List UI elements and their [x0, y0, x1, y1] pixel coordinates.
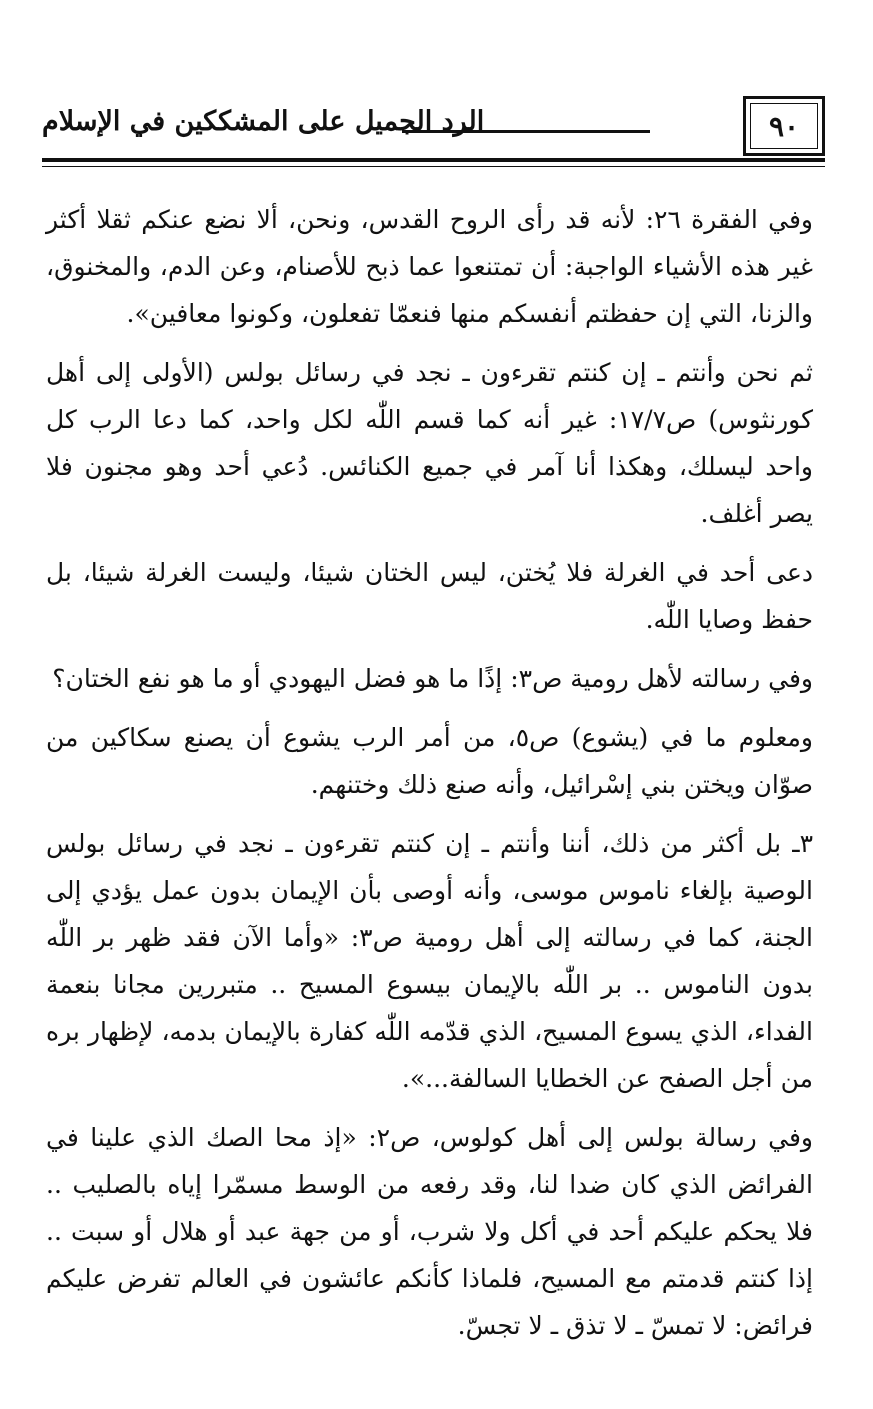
- header-rule-thin: [42, 166, 825, 167]
- header-rule-thick: [42, 158, 825, 162]
- paragraph: ثم نحن وأنتم ـ إن كنتم تقرءون ـ نجد في رسائل بولس (الأولى إلى أهل كورنثوس) ص١٧/٧: غير أنه كما قسم اللّٰه لكل واحد، كما دعا الرب كل واحد ليسلك، وهكذا أنا آمر في جميع الكنائس. دُعي أحد وهو مجنون فلا يصر أغلف.: [46, 358, 813, 528]
- page-number: ٩٠: [768, 109, 800, 143]
- paragraph: وفي رسالة بولس إلى أهل كولوس، ص٢: «إذ محا الصك الذي علينا في الفرائض الذي كان ضدا لنا، وقد رفعه من الوسط مسمّرا إياه بالصليب .. فلا يحكم عليكم أحد في أكل ولا شرب، أو من جهة عبد أو هلال أو سبت .. إذا كنتم قدمتم مع المسيح، فلماذا كأنكم عائشون في العالم تفرض عليكم فرائض: لا تمسّ ـ لا تذق ـ لا تجسّ.: [46, 1123, 813, 1340]
- paragraph: دعى أحد في الغرلة فلا يُختن، ليس الختان شيئا، وليست الغرلة شيئا، بل حفظ وصايا اللّٰه.: [46, 558, 813, 634]
- paragraph: ٣ـ بل أكثر من ذلك، أننا وأنتم ـ إن كنتم تقرءون ـ نجد في رسائل بولس الوصية بإلغاء ناموس موسى، وأنه أوصى بأن الإيمان بدون عمل يؤدي إلى الجنة، كما في رسالته إلى أهل رومية ص٣: «وأما الآن فقد ظهر بر اللّٰه بدون الناموس .. بر اللّٰه بالإيمان بيسوع المسيح .. متبررين مجانا بنعمة الفداء، الذي يسوع المسيح، الذي قدّمه اللّٰه كفارة بالإيمان بدمه، لإظهار بره من أجل الصفح عن الخطايا السالفة...».: [46, 829, 814, 1093]
- page-header: [42, 88, 825, 172]
- paragraph: ومعلوم ما في (يشوع) ص٥، من أمر الرب يشوع أن يصنع سكاكين من صوّان ويختن بني إسْرائيل، وأنه صنع ذلك وختنهم.: [46, 723, 813, 799]
- page-number-box: [743, 96, 825, 156]
- body-text: [46, 196, 813, 1361]
- paragraph: وفي رسالته لأهل رومية ص٣: إذًا ما هو فضل اليهودي أو ما هو نفع الختان؟: [52, 664, 813, 693]
- paragraph: وفي الفقرة ٢٦: لأنه قد رأى الروح القدس، ونحن، ألا نضع عنكم ثقلا أكثر غير هذه الأشياء الواجبة: أن تمتنعوا عما ذبح للأصنام، وعن الدم، والمخنوق، والزنا، التي إن حفظتم أنفسكم منها فنعمّا تفعلون، وكونوا معافين».: [46, 205, 813, 328]
- running-title: الرد الجميل على المشككين في الإسلام: [42, 106, 485, 137]
